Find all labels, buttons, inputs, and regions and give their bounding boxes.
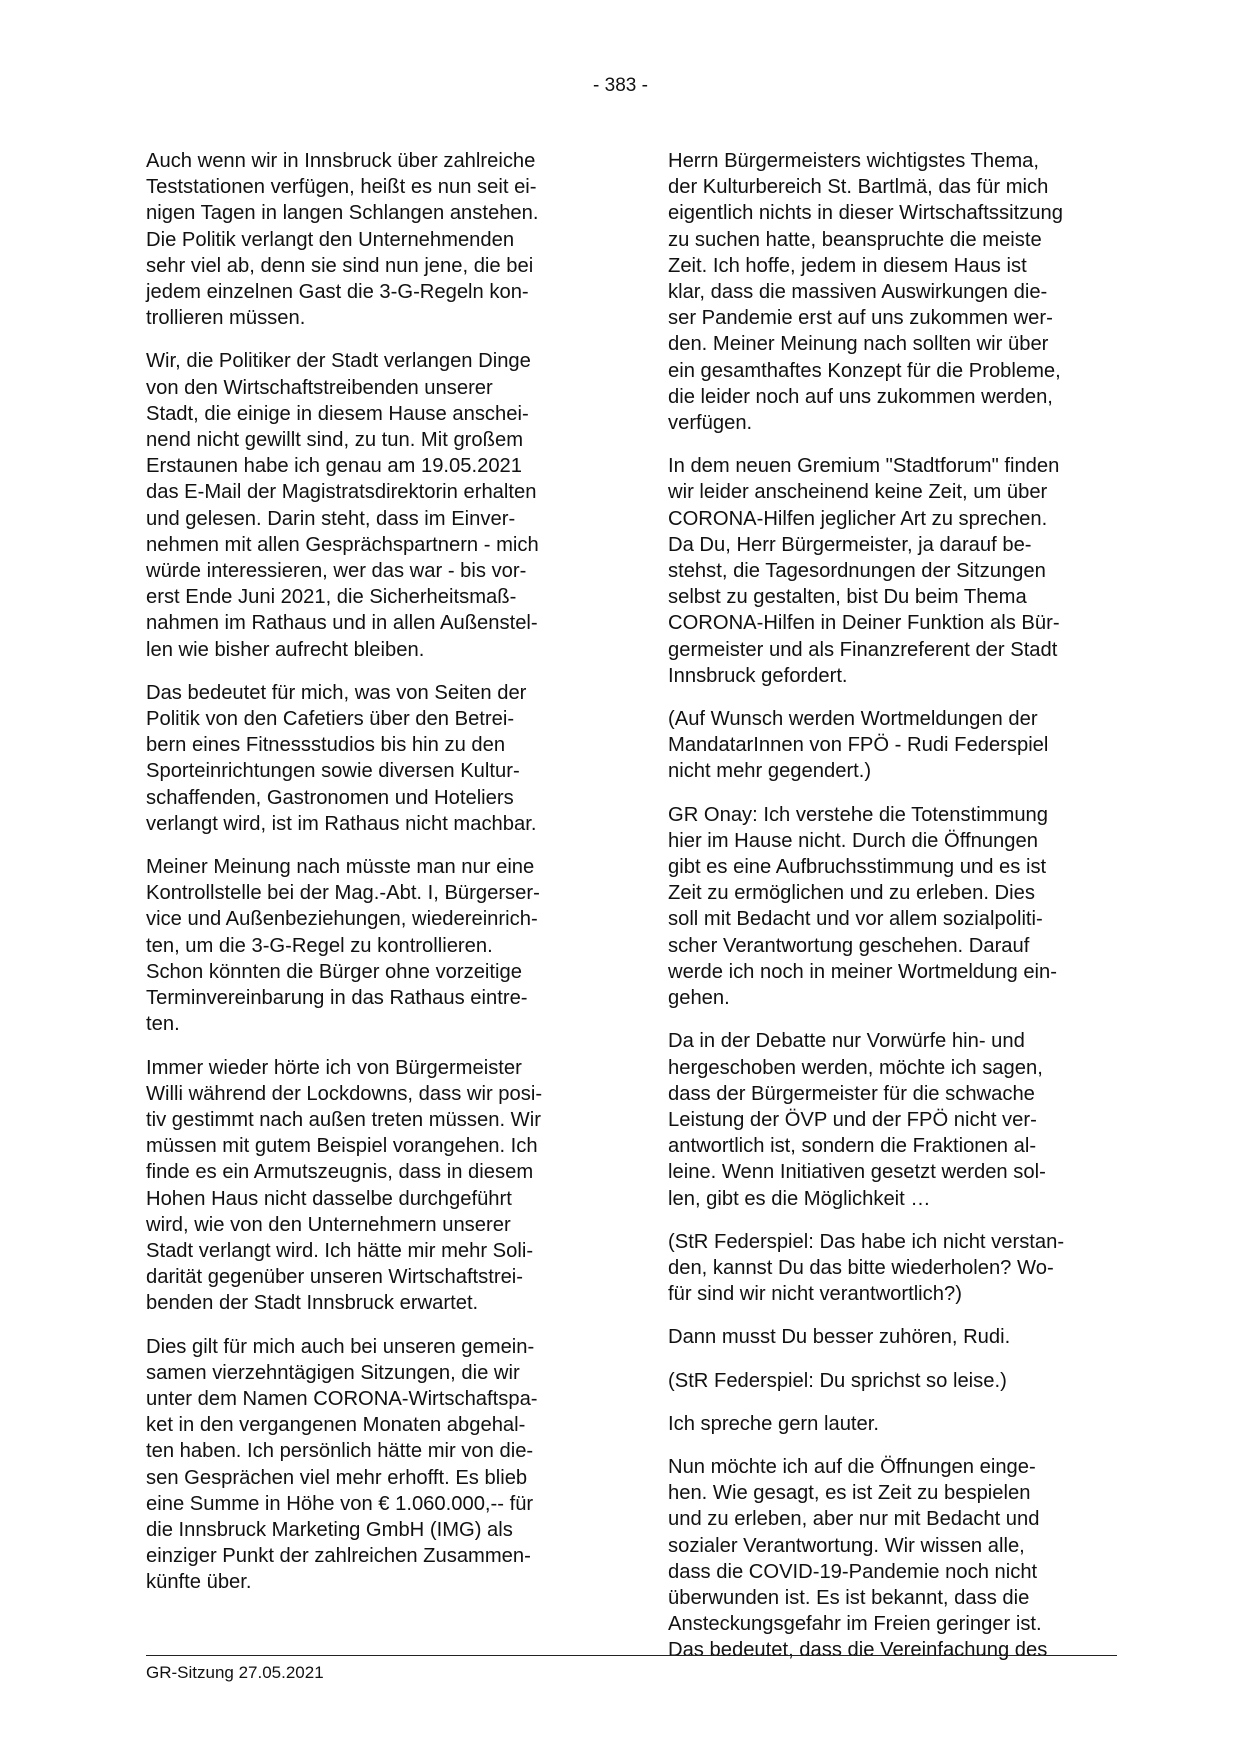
- text-line: Schon könnten die Bürger ohne vorzeitige: [146, 960, 522, 983]
- text-line: eigentlich nichts in dieser Wirtschaftssitzung: [668, 202, 1063, 225]
- text-line: CORONA-Hilfen jeglicher Art zu sprechen.: [668, 507, 1048, 530]
- text-line: Immer wieder hörte ich von Bürgermeister: [146, 1056, 522, 1079]
- text-line: erst Ende Juni 2021, die Sicherheitsmaß-: [146, 586, 517, 609]
- text-line: CORONA-Hilfen in Deiner Funktion als Bür-: [668, 612, 1060, 635]
- left-column: [146, 148, 590, 1613]
- text-line: ket in den vergangenen Monaten abgehal-: [146, 1414, 526, 1437]
- text-line: len, gibt es die Möglichkeit …: [668, 1187, 931, 1210]
- text-line: unter dem Namen CORONA-Wirtschaftspa-: [146, 1387, 538, 1410]
- text-line: Zeit zu ermöglichen und zu erleben. Dies: [668, 882, 1035, 905]
- text-line: dass die COVID-19-Pandemie noch nicht: [668, 1560, 1038, 1583]
- text-line: Leistung der ÖVP und der FPÖ nicht ver-: [668, 1108, 1037, 1131]
- text-line: eine Summe in Höhe von € 1.060.000,-- für: [146, 1492, 534, 1515]
- text-line: soll mit Bedacht und vor allem sozialpoliti-: [668, 908, 1043, 931]
- text-line: darität gegenüber unseren Wirtschaftstrei-: [146, 1266, 524, 1289]
- text-line: Erstaunen habe ich genau am 19.05.2021: [146, 455, 523, 478]
- paragraph: [146, 680, 590, 837]
- text-line: den, kannst Du das bitte wiederholen? Wo-: [668, 1256, 1054, 1279]
- text-line: wird, wie von den Unternehmern unserer: [146, 1213, 511, 1236]
- text-line: hier im Hause nicht. Durch die Öffnungen: [668, 829, 1038, 852]
- text-line: Nun möchte ich auf die Öffnungen einge-: [668, 1455, 1036, 1478]
- text-line: zu suchen hatte, beanspruchte die meiste: [668, 228, 1042, 251]
- paragraph: [146, 148, 590, 331]
- paragraph: [668, 453, 1112, 689]
- text-line: Innsbruck gefordert.: [668, 664, 848, 687]
- text-line: klar, dass die massiven Auswirkungen die-: [668, 281, 1048, 304]
- text-line: leine. Wenn Initiativen gesetzt werden sol-: [668, 1161, 1046, 1184]
- text-line: Meiner Meinung nach müsste man nur eine: [146, 856, 535, 879]
- text-line: bern eines Fitnessstudios bis hin zu den: [146, 734, 506, 757]
- text-line: GR Onay: Ich verstehe die Totenstimmung: [668, 803, 1049, 826]
- text-line: würde interessieren, wer das war - bis vor-: [146, 560, 527, 583]
- text-line: von den Wirtschaftstreibenden unserer: [146, 376, 493, 399]
- text-line: für sind wir nicht verantwortlich?): [668, 1283, 962, 1306]
- text-line: sehr viel ab, denn sie sind nun jene, die bei: [146, 254, 534, 277]
- paragraph: [668, 1028, 1112, 1211]
- text-line: Das bedeutet, dass die Vereinfachung des: [668, 1639, 1048, 1662]
- text-line: verlangt wird, ist im Rathaus nicht machbar.: [146, 812, 537, 835]
- text-line: (StR Federspiel: Das habe ich nicht verstan-: [668, 1230, 1065, 1253]
- text-line: hen. Wie gesagt, es ist Zeit zu bespielen: [668, 1482, 1031, 1505]
- text-line: und gelesen. Darin steht, dass im Einver-: [146, 507, 516, 530]
- text-line: antwortlich ist, sondern die Fraktionen al-: [668, 1135, 1037, 1158]
- text-line: nicht mehr gegendert.): [668, 760, 872, 783]
- paragraph: [668, 706, 1112, 785]
- text-line: germeister und als Finanzreferent der Stadt: [668, 638, 1058, 661]
- paragraph: [146, 1334, 590, 1596]
- text-line: die leider noch auf uns zukommen werden,: [668, 385, 1053, 408]
- text-line: müssen mit gutem Beispiel vorangehen. Ich: [146, 1135, 538, 1158]
- footer-session-date: GR-Sitzung 27.05.2021: [146, 1663, 324, 1682]
- text-line: und zu erleben, aber nur mit Bedacht und: [668, 1508, 1040, 1531]
- text-line: finde es ein Armutszeugnis, dass in diesem: [146, 1161, 534, 1184]
- text-line: stehst, die Tagesordnungen der Sitzungen: [668, 560, 1046, 583]
- text-line: nigen Tagen in langen Schlangen anstehen.: [146, 202, 539, 225]
- text-line: vice und Außenbeziehungen, wiedereinrich-: [146, 908, 538, 931]
- text-line: das E-Mail der Magistratsdirektorin erhalten: [146, 481, 537, 504]
- text-line: nehmen mit allen Gesprächspartnern - mich: [146, 533, 539, 556]
- text-line: selbst zu gestalten, bist Du beim Thema: [668, 586, 1027, 609]
- text-line: MandatarInnen von FPÖ - Rudi Federspiel: [668, 734, 1049, 757]
- text-line: Willi während der Lockdowns, dass wir posi-: [146, 1082, 543, 1105]
- text-line: In dem neuen Gremium "Stadtforum" finden: [668, 455, 1060, 478]
- text-line: ten, um die 3-G-Regel zu kontrollieren.: [146, 934, 493, 957]
- text-line: Kontrollstelle bei der Mag.-Abt. I, Bürgerser-: [146, 882, 540, 905]
- page-number: - 383 -: [593, 75, 648, 96]
- footer-divider: [146, 1655, 1117, 1656]
- text-line: (StR Federspiel: Du sprichst so leise.): [668, 1369, 1007, 1392]
- text-line: ser Pandemie erst auf uns zukommen wer-: [668, 307, 1053, 330]
- text-line: Politik von den Cafetiers über den Betrei-: [146, 708, 515, 731]
- text-line: sozialer Verantwortung. Wir wissen alle,: [668, 1534, 1025, 1557]
- paragraph: [668, 1368, 1112, 1394]
- text-line: Herrn Bürgermeisters wichtigstes Thema,: [668, 150, 1039, 172]
- right-column: [668, 148, 1112, 1681]
- text-line: Terminvereinbarung in das Rathaus eintre-: [146, 987, 528, 1010]
- paragraph: [146, 348, 590, 662]
- text-line: schaffenden, Gastronomen und Hoteliers: [146, 786, 514, 809]
- text-line: Sporteinrichtungen sowie diversen Kultur-: [146, 760, 520, 783]
- text-line: gehen.: [668, 987, 730, 1010]
- text-line: überwunden ist. Es ist bekannt, dass die: [668, 1586, 1030, 1609]
- text-line: dass der Bürgermeister für die schwache: [668, 1082, 1035, 1105]
- paragraph: [668, 1324, 1112, 1350]
- text-line: ten.: [146, 1013, 180, 1036]
- text-line: Wir, die Politiker der Stadt verlangen Dinge: [146, 350, 531, 373]
- text-line: hergeschoben werden, möchte ich sagen,: [668, 1056, 1043, 1079]
- paragraph: [146, 854, 590, 1037]
- text-line: trollieren müssen.: [146, 307, 306, 330]
- text-line: Die Politik verlangt den Unternehmenden: [146, 228, 515, 251]
- text-line: Ansteckungsgefahr im Freien geringer ist.: [668, 1613, 1042, 1636]
- text-line: die Innsbruck Marketing GmbH (IMG) als: [146, 1518, 513, 1541]
- text-line: einziger Punkt der zahlreichen Zusammen-: [146, 1545, 531, 1568]
- text-line: benden der Stadt Innsbruck erwartet.: [146, 1292, 479, 1315]
- text-line: künfte über.: [146, 1571, 252, 1594]
- text-line: tiv gestimmt nach außen treten müssen. Wir: [146, 1108, 541, 1131]
- text-line: len wie bisher aufrecht bleiben.: [146, 638, 425, 661]
- text-line: Dann musst Du besser zuhören, Rudi.: [668, 1326, 1011, 1349]
- text-line: jedem einzelnen Gast die 3-G-Regeln kon-: [146, 281, 529, 304]
- text-line: ten haben. Ich persönlich hätte mir von die-: [146, 1440, 534, 1463]
- text-line: Dies gilt für mich auch bei unseren gemein-: [146, 1335, 535, 1358]
- text-line: Auch wenn wir in Innsbruck über zahlreiche: [146, 150, 536, 172]
- text-line: Das bedeutet für mich, was von Seiten der: [146, 681, 527, 704]
- text-line: Zeit. Ich hoffe, jedem in diesem Haus ist: [668, 254, 1027, 277]
- text-line: Stadt, die einige in diesem Hause anschei-: [146, 402, 529, 425]
- text-line: der Kulturbereich St. Bartlmä, das für mich: [668, 176, 1049, 199]
- text-line: nahmen im Rathaus und in allen Außenstel-: [146, 612, 538, 635]
- text-line: Da in der Debatte nur Vorwürfe hin- und: [668, 1030, 1025, 1053]
- paragraph: [668, 148, 1112, 436]
- text-line: ein gesamthaftes Konzept für die Probleme,: [668, 359, 1061, 382]
- text-line: Teststationen verfügen, heißt es nun seit ei-: [146, 176, 537, 199]
- paragraph: [668, 1454, 1112, 1664]
- paragraph: [668, 1411, 1112, 1437]
- text-line: nend nicht gewillt sind, zu tun. Mit großem: [146, 429, 524, 452]
- text-line: werde ich noch in meiner Wortmeldung ein-: [668, 960, 1057, 983]
- text-line: wir leider anscheinend keine Zeit, um über: [668, 481, 1048, 504]
- text-line: verfügen.: [668, 412, 753, 435]
- text-line: den. Meiner Meinung nach sollten wir über: [668, 333, 1049, 356]
- text-line: samen vierzehntägigen Sitzungen, die wir: [146, 1361, 520, 1384]
- text-line: gibt es eine Aufbruchsstimmung und es ist: [668, 856, 1047, 879]
- text-line: Hohen Haus nicht dasselbe durchgeführt: [146, 1187, 512, 1210]
- text-line: scher Verantwortung geschehen. Darauf: [668, 934, 1030, 957]
- paragraph: [668, 1229, 1112, 1308]
- text-line: Ich spreche gern lauter.: [668, 1412, 879, 1435]
- paragraph: [146, 1055, 590, 1317]
- text-line: sen Gesprächen viel mehr erhofft. Es blieb: [146, 1466, 528, 1489]
- text-line: Stadt verlangt wird. Ich hätte mir mehr Soli-: [146, 1239, 534, 1262]
- text-line: Da Du, Herr Bürgermeister, ja darauf be-: [668, 533, 1032, 556]
- paragraph: [668, 802, 1112, 1012]
- text-line: (Auf Wunsch werden Wortmeldungen der: [668, 708, 1038, 731]
